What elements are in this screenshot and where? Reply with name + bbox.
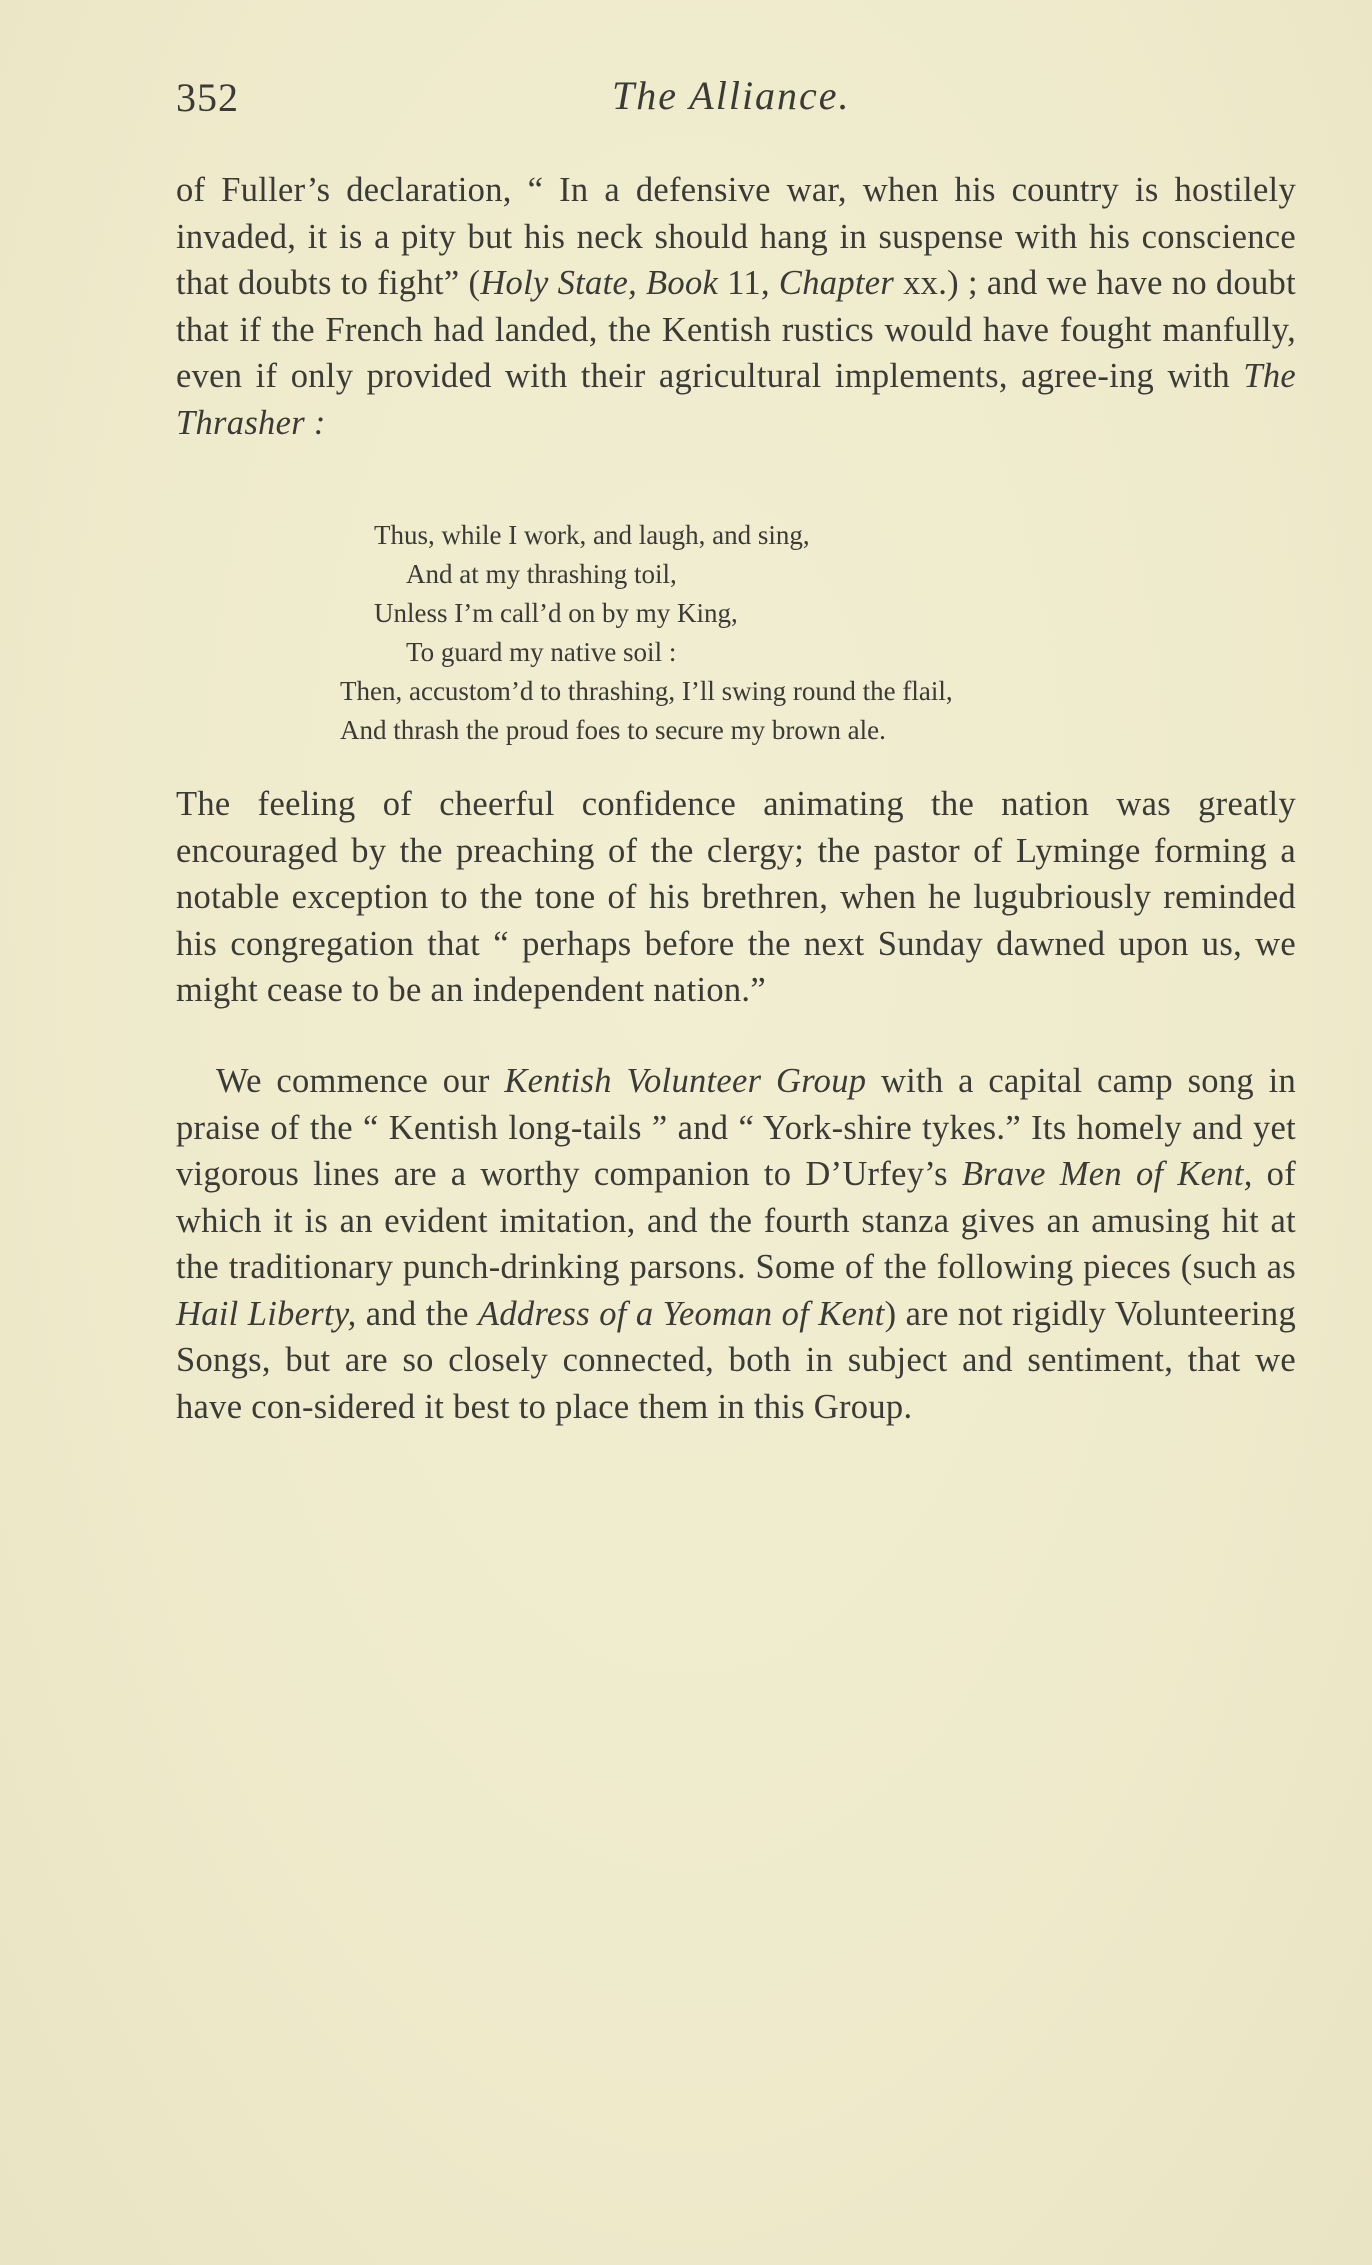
paragraph-text: The feeling of cheerful confidence animating the nation was greatly encouraged by the preaching of the clergy; the pastor of Lyminge forming a notable exception to the tone of his brethren, when he lugubriously reminded his congregation that “ perhaps before the next Sunday dawned upon us, we might cease to be an independent nation.” (176, 785, 1296, 1009)
running-title: The Alliance. (612, 73, 851, 118)
paragraph-text: xx.) ; and we have no doubt that if the French had landed, the Kentish rustics would have fought manfully, even if only provided with their agricultural implements, agree-ing with (176, 264, 1296, 395)
verse-line: And at my thrashing toil, (406, 559, 677, 589)
verse-line: Then, accustom’d to thrashing, I’ll swing round the flail, (340, 676, 953, 706)
italic-title: Hail Liberty, (176, 1294, 357, 1333)
italic-title: Brave Men of Kent, (961, 1155, 1253, 1193)
paragraph-national-confidence (176, 781, 1296, 1014)
paragraph-text: 11, (718, 264, 779, 302)
paragraph-fuller-declaration (176, 167, 1296, 446)
paragraph-text: We commence our (216, 1062, 505, 1100)
paragraph-text: of which it is an evident imitation, and the fourth stanza gives an amusing hit at the traditionary punch-drinking parsons. Some of the following pieces (such as (176, 1155, 1296, 1286)
paragraph-volunteer-group (176, 1058, 1296, 1430)
page-number: 352 (176, 75, 239, 120)
paragraph-text: and the (356, 1294, 478, 1333)
verse-line: Thus, while I work, and laugh, and sing, (374, 520, 810, 550)
page-header (176, 70, 1296, 126)
italic-reference: Chapter (778, 264, 895, 302)
italic-title: Address of a Yeoman of Kent (477, 1294, 885, 1333)
italic-title: The Thrasher : (176, 357, 1296, 442)
verse-quotation (340, 516, 1240, 750)
paragraph-text: of Fuller’s declaration, “ In a defensive war, when his country is hostilely invaded, it is a pity but his neck should hang in suspense with his conscience that doubts to fight” ( (176, 171, 1296, 302)
verse-line: To guard my native soil : (406, 637, 677, 667)
paragraph-text: ) are not rigidly Volunteering Songs, but are so closely connected, both in subject and sentiment, that we have con-sidered it best to place them in this Group. (176, 1294, 1296, 1426)
paragraph-text: with a capital camp song in praise of the “ Kentish long-tails ” and “ York-shire tykes.” Its homely and yet vigorous lines are a worthy companion to D’Urfey’s (176, 1062, 1297, 1193)
italic-title: Kentish Volunteer Group (504, 1062, 867, 1100)
verse-line: And thrash the proud foes to secure my brown ale. (340, 715, 886, 745)
verse-line: Unless I’m call’d on by my King, (374, 598, 738, 628)
italic-reference: Holy State, Book (480, 264, 719, 302)
